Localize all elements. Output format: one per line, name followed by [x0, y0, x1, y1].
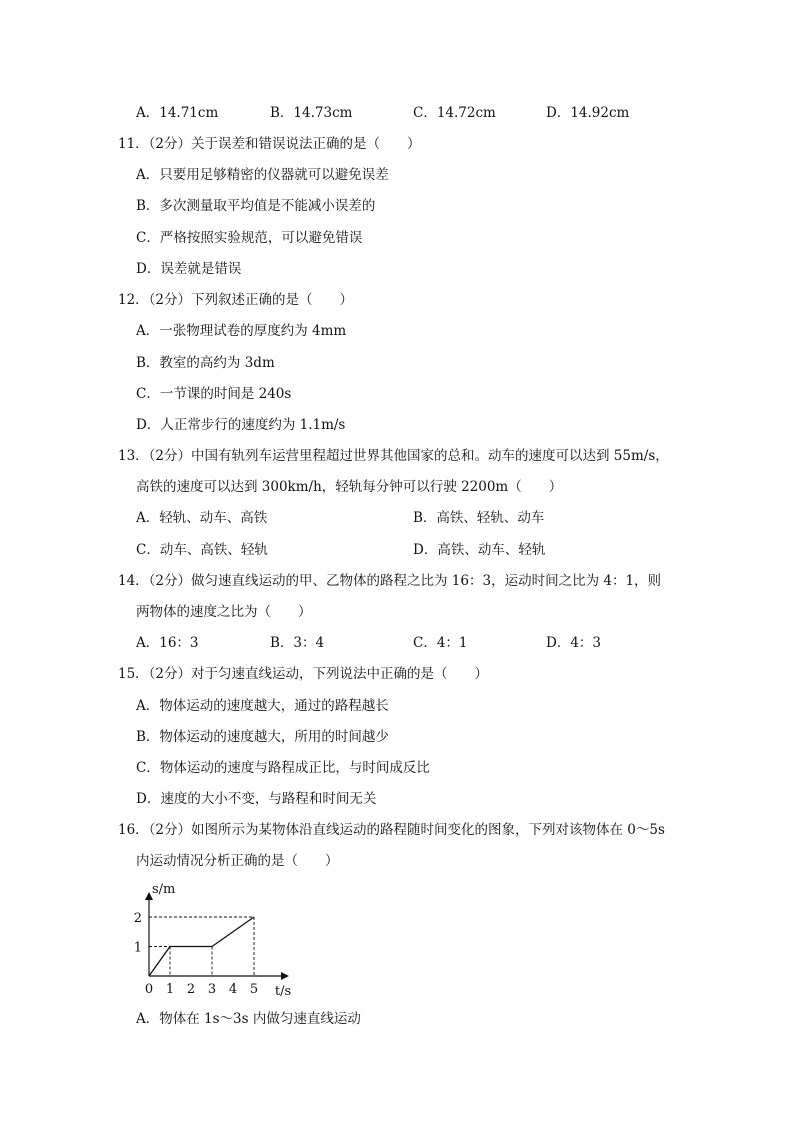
q15-stem: 15．（2分）对于匀速直线运动，下列说法中正确的是（ ） — [118, 666, 489, 682]
y-tick-label-2: 2 — [133, 911, 142, 926]
q12-stem: 12．（2分）下列叙述正确的是（ ） — [118, 292, 354, 308]
q12-option-d: D．人正常步行的速度约为 1.1m/s — [136, 417, 346, 433]
q16-option-a: A．物体在 1s～3s 内做匀速直线运动 — [136, 1011, 361, 1027]
distance-time-graph — [128, 878, 308, 998]
q12-option-b: B．教室的高约为 3dm — [136, 355, 275, 371]
q13-stem-line1: 13．（2分）中国有轨列车运营里程超过世界其他国家的总和。动车的速度可以达到 55m/s， — [118, 448, 669, 464]
q13-option-a: A．轻轨、动车、高铁 — [136, 510, 268, 526]
q14-option-a: A．16：3 — [136, 635, 199, 651]
q13-stem-line2: 高铁的速度可以达到 300km/h，轻轨每分钟可以行驶 2200m（ ） — [136, 479, 563, 495]
y-tick-label-1: 1 — [133, 940, 142, 956]
x-tick-label-5: 5 — [249, 982, 259, 997]
series-segment-0 — [149, 947, 170, 977]
x-tick-label-4: 4 — [228, 982, 238, 997]
q15-option-b: B．物体运动的速度越大，所用的时间越少 — [136, 729, 389, 745]
q13-option-c: C．动车、高铁、轻轨 — [136, 542, 268, 558]
q12-option-c: C．一节课的时间是 240s — [136, 386, 292, 402]
q14-stem-line2: 两物体的速度之比为（ ） — [136, 604, 312, 620]
q14-option-d: D．4：3 — [546, 635, 602, 651]
series-segment-2 — [212, 917, 254, 947]
q14-option-c: C．4：1 — [413, 635, 468, 651]
q10-option-d: D．14.92cm — [546, 105, 630, 121]
graph-labels — [134, 882, 291, 998]
q12-option-a: A．一张物理试卷的厚度约为 4mm — [136, 323, 347, 339]
q15-option-a: A．物体运动的速度越大，通过的路程越长 — [136, 698, 389, 714]
q10-option-a: A．14.71cm — [136, 105, 219, 121]
q16-stem-line2: 内运动情况分析正确的是（ ） — [136, 853, 339, 869]
q15-option-d: D．速度的大小不变，与路程和时间无关 — [136, 791, 377, 807]
q13-option-d: D．高铁、动车、轻轨 — [413, 542, 546, 558]
q15-option-c: C．物体运动的速度与路程成正比，与时间成反比 — [136, 760, 430, 776]
q11-option-c: C．严格按照实验规范，可以避免错误 — [136, 230, 363, 246]
x-tick-label-2: 2 — [186, 982, 196, 997]
q11-option-d: D．误差就是错误 — [136, 261, 242, 277]
q10-option-b: B．14.73cm — [270, 105, 353, 121]
q10-option-c: C．14.72cm — [413, 105, 496, 121]
x-tick-label-1: 1 — [165, 982, 175, 997]
q13-option-b: B．高铁、轻轨、动车 — [413, 510, 545, 526]
x-tick-label-3: 3 — [207, 982, 217, 997]
q11-stem: 11．（2分）关于误差和错误说法正确的是（ ） — [118, 136, 421, 152]
q14-stem-line1: 14．（2分）做匀速直线运动的甲、乙物体的路程之比为 16：3，运动时间之比为 4：1，则 — [118, 573, 662, 589]
q11-option-b: B．多次测量取平均值是不能减小误差的 — [136, 198, 376, 214]
q14-option-b: B．3：4 — [270, 635, 325, 651]
x-tick-label-0: 0 — [144, 982, 154, 997]
q11-option-a: A．只要用足够精密的仪器就可以避免误差 — [136, 167, 389, 183]
x-axis-label: t/s — [274, 984, 292, 998]
q16-stem-line1: 16．（2分）如图所示为某物体沿直线运动的路程随时间变化的图象，下列对该物体在 0～5s — [118, 822, 665, 838]
y-axis-label: s/m — [152, 882, 176, 897]
